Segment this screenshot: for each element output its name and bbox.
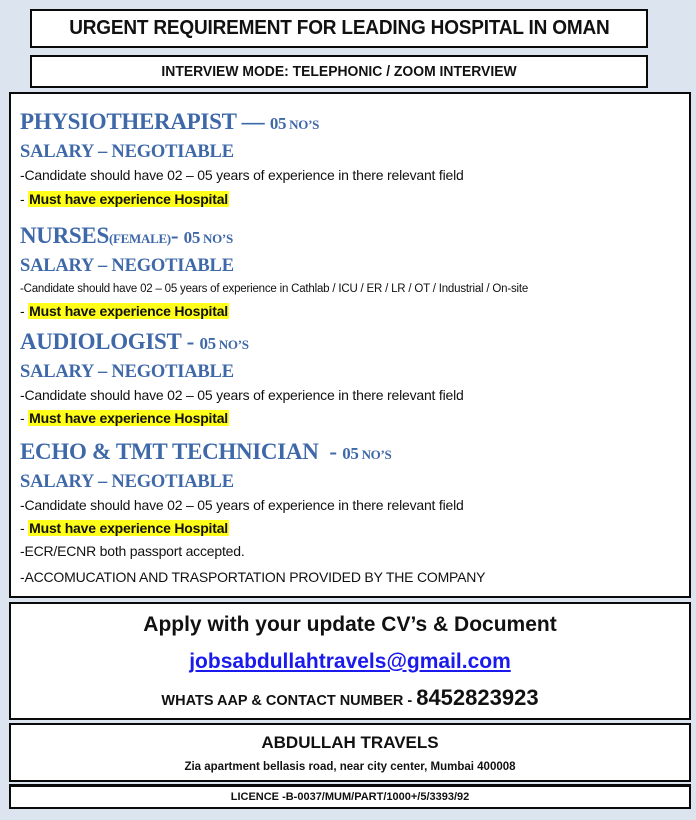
highlighted-requirement: Must have experience Hospital xyxy=(29,191,228,207)
job-requirement: -Candidate should have 02 – 05 years of experience in Cathlab / ICU / ER / LR / OT / Industrial / On-site xyxy=(20,283,529,295)
job-requirement: -Candidate should have 02 – 05 years of experience in there relevant field xyxy=(20,167,464,183)
note-passport: -ECR/ECNR both passport accepted. xyxy=(20,543,245,559)
job-count: 05 xyxy=(269,114,287,133)
job-echo-tmt-technician xyxy=(20,438,485,588)
job-salary: SALARY – NEGOTIABLE xyxy=(20,256,234,276)
highlighted-requirement: Must have experience Hospital xyxy=(29,410,228,426)
job-count: 05 xyxy=(199,334,216,353)
job-title-text: PHYSIOTHERAPIST xyxy=(20,109,237,134)
job-must-have xyxy=(20,300,528,322)
contact-number-line xyxy=(11,685,689,711)
company-address: Zia apartment bellasis road, near city center, Mumbai 400008 xyxy=(184,761,516,773)
job-must-have xyxy=(20,188,464,210)
company-panel xyxy=(9,723,691,782)
job-salary: SALARY – NEGOTIABLE xyxy=(20,142,234,162)
job-title xyxy=(20,222,528,253)
job-title-text: AUDIOLOGIST xyxy=(20,329,182,354)
job-title-separator: - xyxy=(170,223,184,248)
job-salary: SALARY – NEGOTIABLE xyxy=(20,362,234,382)
job-listings-panel xyxy=(9,92,691,598)
company-name: ABDULLAH TRAVELS xyxy=(261,733,439,752)
bullet-dash: - xyxy=(20,191,29,207)
job-count-suffix: NO’S xyxy=(200,231,233,246)
job-nurses xyxy=(20,222,528,322)
licence-number: LICENCE -B-0037/MUM/PART/1000+/5/3393/92 xyxy=(230,791,470,803)
job-count-suffix: NO’S xyxy=(286,117,320,132)
interview-mode-banner xyxy=(30,55,648,88)
job-title-separator: - xyxy=(181,329,200,354)
job-physiotherapist xyxy=(20,108,464,210)
job-count-suffix: NO’S xyxy=(358,447,392,462)
job-requirement: -Candidate should have 02 – 05 years of experience in there relevant field xyxy=(20,387,464,403)
licence-panel xyxy=(9,784,691,809)
job-must-have xyxy=(20,517,485,539)
apply-instruction: Apply with your update CV’s & Document xyxy=(143,613,557,636)
job-title xyxy=(20,438,485,469)
title-banner xyxy=(30,9,648,48)
job-count: 05 xyxy=(183,228,201,247)
job-title xyxy=(20,328,464,359)
job-title-note: (FEMALE) xyxy=(108,231,171,246)
note-accommodation: -ACCOMUCATION AND TRASPORTATION PROVIDED BY THE COMPANY xyxy=(20,569,486,585)
job-title-text: ECHO & TMT TECHNICIAN xyxy=(20,439,319,464)
job-title-separator: - xyxy=(318,439,343,464)
bullet-dash: - xyxy=(20,520,29,536)
interview-mode-text: INTERVIEW MODE: TELEPHONIC / ZOOM INTERVIEW xyxy=(161,63,517,80)
job-title-separator: — xyxy=(236,109,270,134)
bullet-dash: - xyxy=(20,303,29,319)
job-count-suffix: NO’S xyxy=(215,337,249,352)
job-must-have xyxy=(20,407,464,429)
job-count: 05 xyxy=(342,444,359,463)
contact-number: 8452823923 xyxy=(416,685,539,710)
contact-number-label: WHATS AAP & CONTACT NUMBER - xyxy=(161,693,413,709)
contact-panel xyxy=(9,602,691,720)
job-title-text: NURSES xyxy=(20,223,109,248)
email-link[interactable]: jobsabdullahtravels@gmail.com xyxy=(189,650,511,673)
job-salary: SALARY – NEGOTIABLE xyxy=(20,472,234,492)
job-title xyxy=(20,108,464,139)
job-audiologist xyxy=(20,328,464,429)
page-title: URGENT REQUIREMENT FOR LEADING HOSPITAL IN OMAN xyxy=(68,17,610,39)
highlighted-requirement: Must have experience Hospital xyxy=(29,520,228,536)
highlighted-requirement: Must have experience Hospital xyxy=(29,303,228,319)
bullet-dash: - xyxy=(20,410,29,426)
job-requirement: -Candidate should have 02 – 05 years of experience in there relevant field xyxy=(20,497,464,513)
